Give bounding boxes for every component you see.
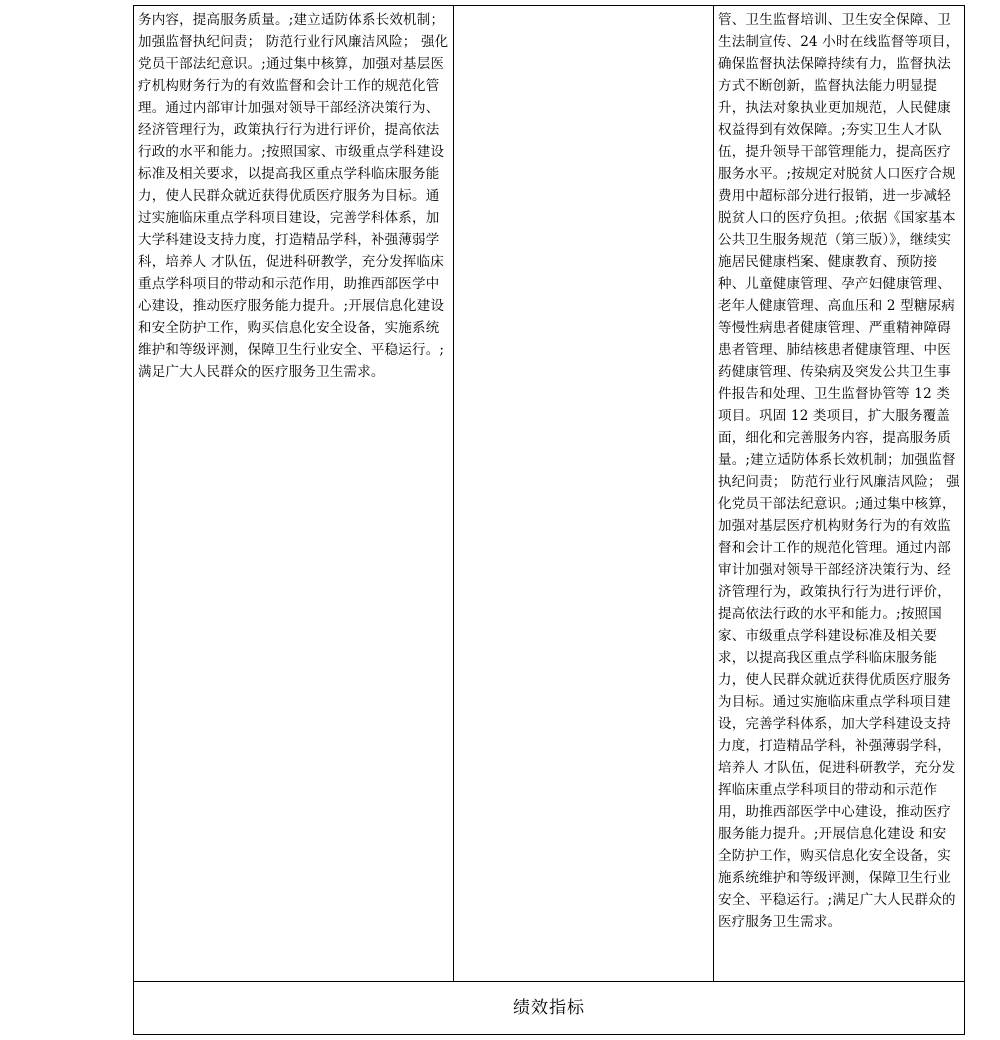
left-column-text: 务内容，提高服务质量。;建立适防体系长效机制；加强监督执纪问责； 防范行业行风廉洁风险； 强化党员干部法纪意识。;通过集中核算，加强对基层医疗机构财务行为的有效监督和会计工作的规范化管理。通过内部审计加强对领导干部经济决策行为、经济管理行为，政策执行行为进行评价，提高依法行政的水平和能力。;按照国家、市级重点学科建设标准及相关要求，以提高我区重点学科临床服务能力，使人民群众就近获得优质医疗服务为目标。通过实施临床重点学科项目建设，完善学科体系，加大学科建设支持力度，打造精品学科，补强薄弱学科，培养人 才队伍，促进科研教学，充分发挥临床重点学科项目的带动和示范作用，助推西部医学中心建设，推动医疗服务能力提升。;开展信息化建设 和安全防护工作，购买信息化安全设备，实施系统维护和等级评测，保障卫生行业安全、平稳运行。;满足广大人民群众的医疗服务卫生需求。 [138, 12, 449, 380]
right-content-cell [714, 6, 964, 981]
performance-indicator-label: 绩效指标 [513, 997, 585, 1018]
right-column-text: 管、卫生监督培训、卫生安全保障、卫生法制宣传、24 小时在线监督等项目，确保监督执法保障持续有力，监督执法方式不断创新，监督执法能力明显提升，执法对象执业更加规范，人民健康权益得到有效保障。;夯实卫生人才队伍，提升领导干部管理能力，提高医疗服务水平。;按规定对脱贫人口医疗合规费用中超标部分进行报销，进一步减轻脱贫人口的医疗负担。;依据《国家基本公共卫生服务规范（第三版）》，继续实施居民健康档案、健康教育、预防接种、儿童健康管理、孕产妇健康管理、老年人健康管理、高血压和 2 型糖尿病等慢性病患者健康管理、严重精神障碍患者管理、肺结核患者健康管理、中医药健康管理、传染病及突发公共卫生事件报告和处理、卫生监督协管等 12 类项目。巩固 12 类项目，扩大服务覆盖面，细化和完善服务内容，提高服务质量。;建立适防体系长效机制；加强监督执纪问责； 防范行业行风廉洁风险； 强化党员干部法纪意识。;通过集中核算，加强对基层医疗机构财务行为的有效监督和会计工作的规范化管理。通过内部审计加强对领导干部经济决策行为、经济管理行为，政策执行行为进行评价，提高依法行政的水平和能力。;按照国家、市级重点学科建设标准及相关要求，以提高我区重点学科临床服务能力，使人民群众就近获得优质医疗服务为目标。通过实施临床重点学科项目建设，完善学科体系，加大学科建设支持力度，打造精品学科，补强薄弱学科，培养人 才队伍，促进科研教学，充分发挥临床重点学科项目的带动和示范作用，助推西部医学中心建设，推动医疗服务能力提升。;开展信息化建设 和安全防护工作，购买信息化安全设备，实施系统维护和等级评测，保障卫生行业安全、平稳运行。;满足广大人民群众的医疗服务卫生需求。 [718, 12, 960, 930]
performance-indicator-row [134, 981, 964, 1034]
performance-table [133, 5, 965, 1035]
middle-empty-cell [454, 6, 714, 981]
left-content-cell [134, 6, 454, 981]
